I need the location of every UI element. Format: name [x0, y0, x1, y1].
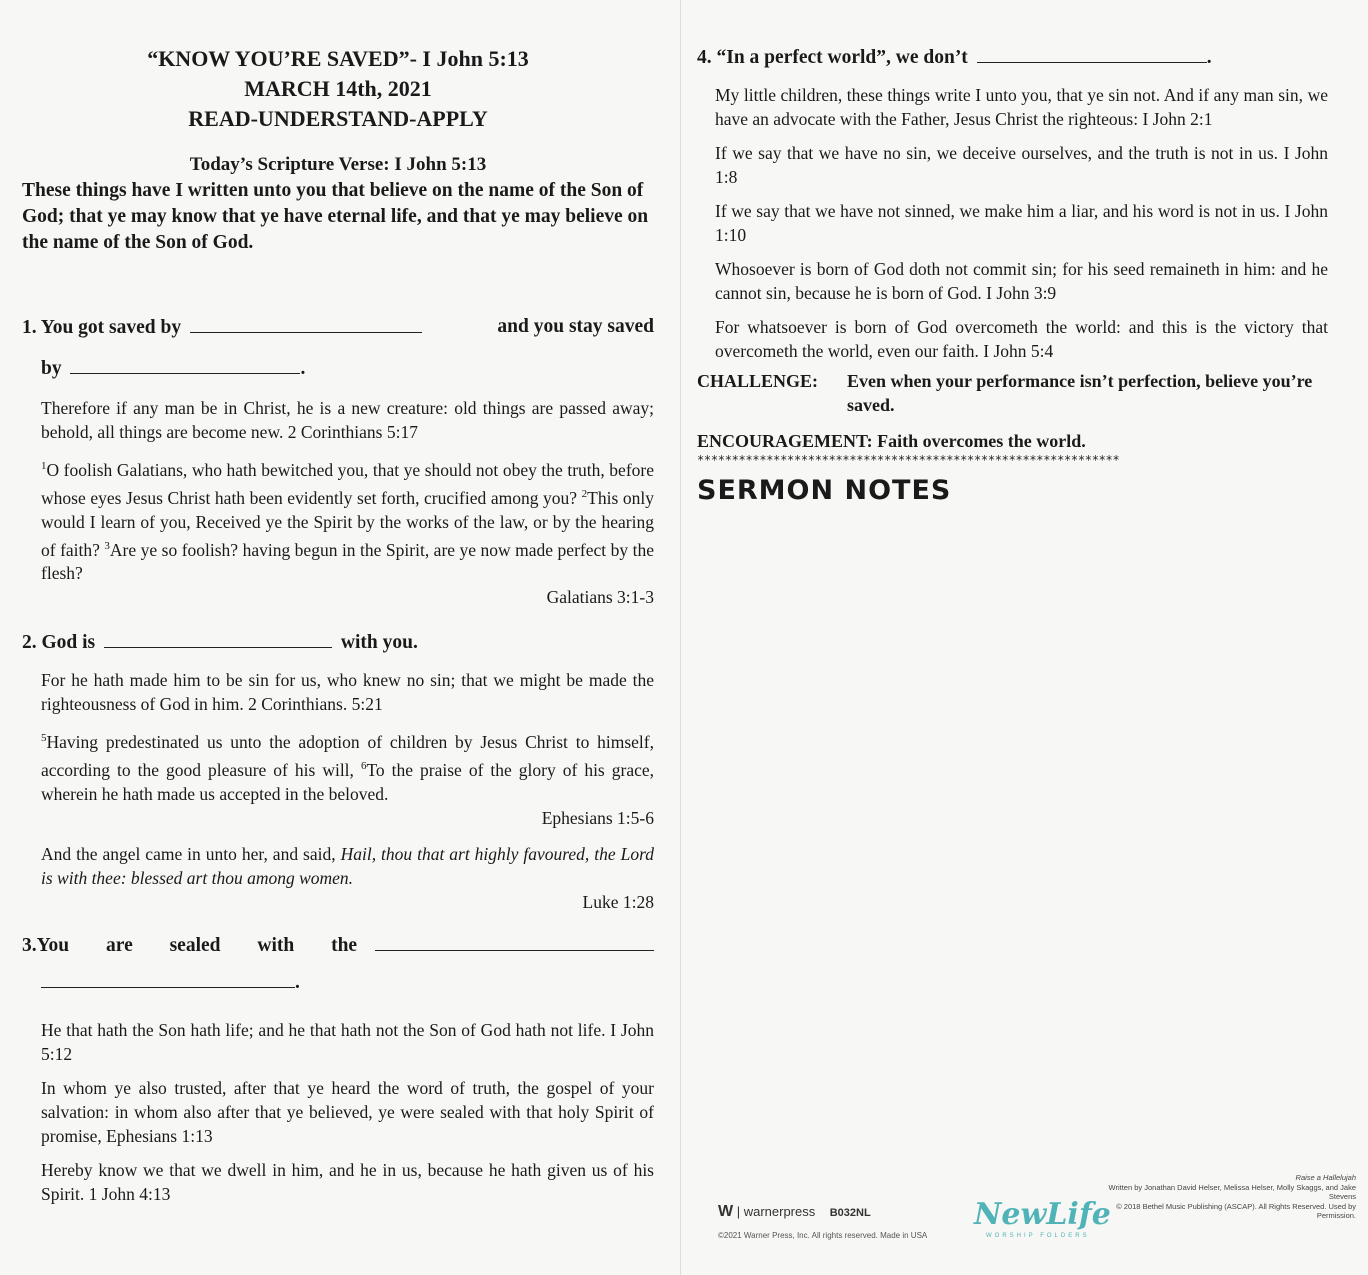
point-2-verse-1: For he hath made him to be sin for us, who knew no sin; that we might be made the righteousness of God in him. 2 Corinthians. 5:21: [41, 670, 654, 715]
challenge-label: CHALLENGE:: [697, 371, 819, 391]
verse-text: To the praise of the glory of his grace, wherein he hath made us accepted in the beloved.: [41, 760, 655, 805]
verse-number: 6: [360, 760, 367, 773]
left-page: [0, 0, 680, 1275]
verse-number: 5: [41, 732, 47, 745]
newlife-subtitle: WORSHIP FOLDERS: [986, 1233, 1090, 1239]
footer: [696, 1173, 1356, 1263]
right-page: [680, 0, 1368, 1275]
verse-text: And the angel came in unto her, and said,: [41, 844, 336, 865]
point-4-heading: 4. “In a perfect world”, we don’t .: [697, 44, 1328, 71]
point-3-heading: [22, 932, 654, 959]
point-1-heading: [22, 314, 654, 341]
point-2-verse-3-ref: Luke 1:28: [582, 892, 654, 913]
point-4-verse-3: If we say that we have not sinned, we make him a liar, and his word is not in us. I John 1:10: [715, 201, 1328, 245]
point-4-blank[interactable]: [977, 44, 1207, 63]
point-3-blank-2[interactable]: [41, 969, 295, 988]
point-4-verse-5: For whatsoever is born of God overcometh the world: and this is the victory that overcometh the world, even our faith. I John 5:4: [715, 317, 1328, 361]
scripture-text: These things have I written unto you that believe on the name of the Son of God; that ye may know that ye have eternal life, and that ye may believe on the name of the Son of God.: [22, 180, 649, 253]
credit-writers: Written by Jonathan David Helser, Melissa Helser, Molly Skaggs, and Jake Stevens: [1108, 1182, 1356, 1201]
verse-text: O foolish Galatians, who hath bewitched you, that ye should not obey the truth, before whose eyes Jesus Christ hath been evidently set forth, crucified among you?: [41, 459, 654, 508]
verse-number: 2: [581, 487, 588, 500]
credit-song: Raise a Hallelujah: [1295, 1173, 1356, 1182]
point-4-verse-2: If we say that we have no sin, we deceive ourselves, and the truth is not in us. I John 1:8: [715, 143, 1328, 187]
song-credits: [1086, 1173, 1356, 1221]
sermon-notes-title: SERMON NOTES: [697, 475, 952, 506]
point-1-verse-2: [41, 454, 654, 585]
point-1-label-b: and you stay saved: [497, 316, 654, 337]
encouragement-text: Faith overcomes the world.: [877, 431, 1086, 451]
point-1-blank-2[interactable]: [70, 355, 300, 374]
publisher-name: warnerpress: [743, 1204, 816, 1219]
point-1-verse-2-ref: Galatians 3:1-3: [546, 587, 654, 608]
verse-text: This only would I learn of you, Received ye the Spirit by the works of the law, or by the hearing of faith?: [41, 487, 654, 560]
product-code: B032NL: [829, 1207, 871, 1219]
title-line-2: MARCH 14th, 2021: [244, 76, 432, 101]
point-4-verse-1: My little children, these things write I unto you, that ye sin not. And if any man sin, we have an advocate with the Father, Jesus Christ the righteous: I John 2:1: [715, 85, 1328, 129]
sermon-title: [22, 44, 654, 134]
point-1-label: 1. You got saved by: [22, 317, 182, 338]
point-4-verse-4: Whosoever is born of God doth not commit sin; for his seed remaineth in him: and he cannot sin, because he is born of God. I John 3:9: [715, 259, 1328, 303]
point-2-blank[interactable]: [104, 629, 332, 648]
publisher-logo: W | warnerpress B032NL: [718, 1203, 871, 1220]
point-3-verse-2: In whom ye also trusted, after that ye heard the word of truth, the gospel of your salvation: in whom also after that ye believed, ye were sealed with that holy Spirit of promise, Ephesians 1:13: [41, 1078, 654, 1147]
credit-copyright: © 2018 Bethel Music Publishing (ASCAP). All Rights Reserved. Used by Permission.: [1116, 1201, 1356, 1220]
verse-text: Having predestinated us unto the adoption of children by Jesus Christ to himself, according to the good pleasure of his will,: [41, 732, 654, 781]
star-divider: *************************************************************: [697, 453, 1120, 467]
point-1-verse-1: Therefore if any man be in Christ, he is a new creature: old things are passed away; behold, all things are become new. 2 Corinthians 5:17: [41, 398, 654, 442]
point-3-verse-1: He that hath the Son hath life; and he that hath not the Son of God hath not life. I John 5:12: [41, 1020, 654, 1065]
point-1-heading-cont: by .: [41, 355, 654, 382]
challenge: [697, 369, 1328, 417]
scripture-heading: Today’s Scripture Verse: I John 5:13: [189, 154, 487, 175]
point-2-verse-3: [41, 842, 654, 890]
publisher-mark: W: [718, 1203, 734, 1220]
point-3-label: 3.You are sealed with the: [22, 935, 358, 957]
point-3-heading-cont: .: [41, 969, 654, 996]
verse-text: Are ye so foolish? having begun in the Spirit, are ye now made perfect by the flesh?: [41, 539, 654, 584]
title-line-1: “KNOW YOU’RE SAVED”- I John 5:13: [147, 46, 529, 71]
point-2-verse-2: [41, 726, 654, 806]
encouragement-label: ENCOURAGEMENT:: [697, 431, 873, 451]
point-4-label: 4. “In a perfect world”, we don’t: [697, 47, 968, 68]
encouragement: [697, 429, 1328, 453]
newlife-logo: NewLife: [974, 1197, 1111, 1232]
verse-number: 3: [104, 539, 110, 552]
point-1-label-c: by: [41, 358, 62, 379]
point-3-blank-1[interactable]: [375, 932, 654, 951]
point-1-blank-1[interactable]: [190, 314, 422, 333]
point-3-verse-3: Hereby know we that we dwell in him, and he in us, because he hath given us of his Spirit. 1 John 4:13: [41, 1160, 654, 1205]
publisher-copyright: ©2021 Warner Press, Inc. All rights reserved. Made in USA: [718, 1231, 928, 1240]
verse-number: 1: [41, 460, 47, 472]
point-2-label-b: with you.: [340, 632, 418, 654]
point-2-label: 2. God is: [22, 632, 96, 654]
point-2-heading: [22, 629, 654, 656]
title-line-3: READ-UNDERSTAND-APPLY: [188, 106, 488, 131]
verse-italic-text: Hail, thou that art highly favoured, the Lord is with thee: blessed art thou among women.: [41, 844, 655, 889]
challenge-text: Even when your performance isn’t perfection, believe you’re saved.: [847, 371, 1313, 415]
point-2-verse-2-ref: Ephesians 1:5-6: [541, 808, 654, 829]
notes-area[interactable]: [697, 506, 1328, 1126]
